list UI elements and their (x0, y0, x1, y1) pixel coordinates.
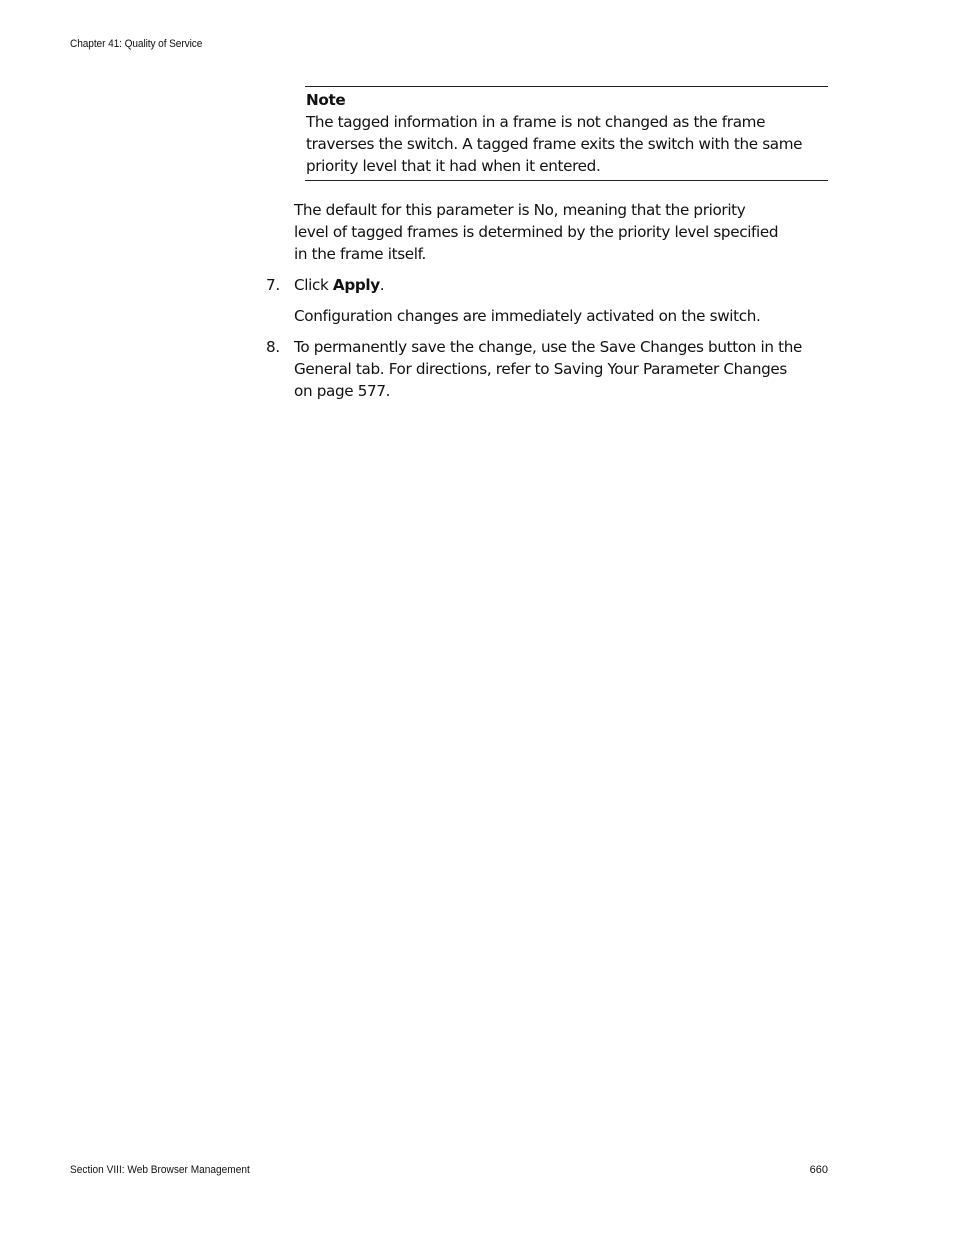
page-number: 660 (809, 1164, 828, 1176)
note-box (305, 86, 828, 181)
step-line: To permanently save the change, use the Save Changes button in the (294, 338, 803, 356)
step-text (294, 274, 828, 296)
step-prefix: Click (294, 276, 333, 294)
note-title: Note (306, 91, 346, 109)
running-header: Chapter 41: Quality of Service (70, 38, 203, 50)
step-suffix: . (379, 276, 385, 294)
apply-label: Apply (332, 276, 380, 294)
step-7-result: Configuration changes are immediately activated on the switch. (294, 307, 761, 325)
step-number: 8. (266, 338, 280, 356)
step-line: General tab. For directions, refer to Saving Your Parameter Changes (294, 360, 787, 378)
note-line: traverses the switch. A tagged frame exits the switch with the same (306, 135, 803, 153)
paragraph-line: The default for this parameter is No, meaning that the priority (294, 201, 746, 219)
note-line: priority level that it had when it entered. (306, 157, 601, 175)
paragraph-line: level of tagged frames is determined by the priority level specified (294, 223, 779, 241)
step-text (294, 336, 828, 402)
step-number: 7. (266, 276, 280, 294)
default-parameter-paragraph (294, 199, 814, 265)
step-line: on page 577. (294, 382, 391, 400)
paragraph-line: in the frame itself. (294, 245, 427, 263)
footer-section: Section VIII: Web Browser Management (70, 1164, 250, 1176)
note-line: The tagged information in a frame is not changed as the frame (306, 113, 766, 131)
